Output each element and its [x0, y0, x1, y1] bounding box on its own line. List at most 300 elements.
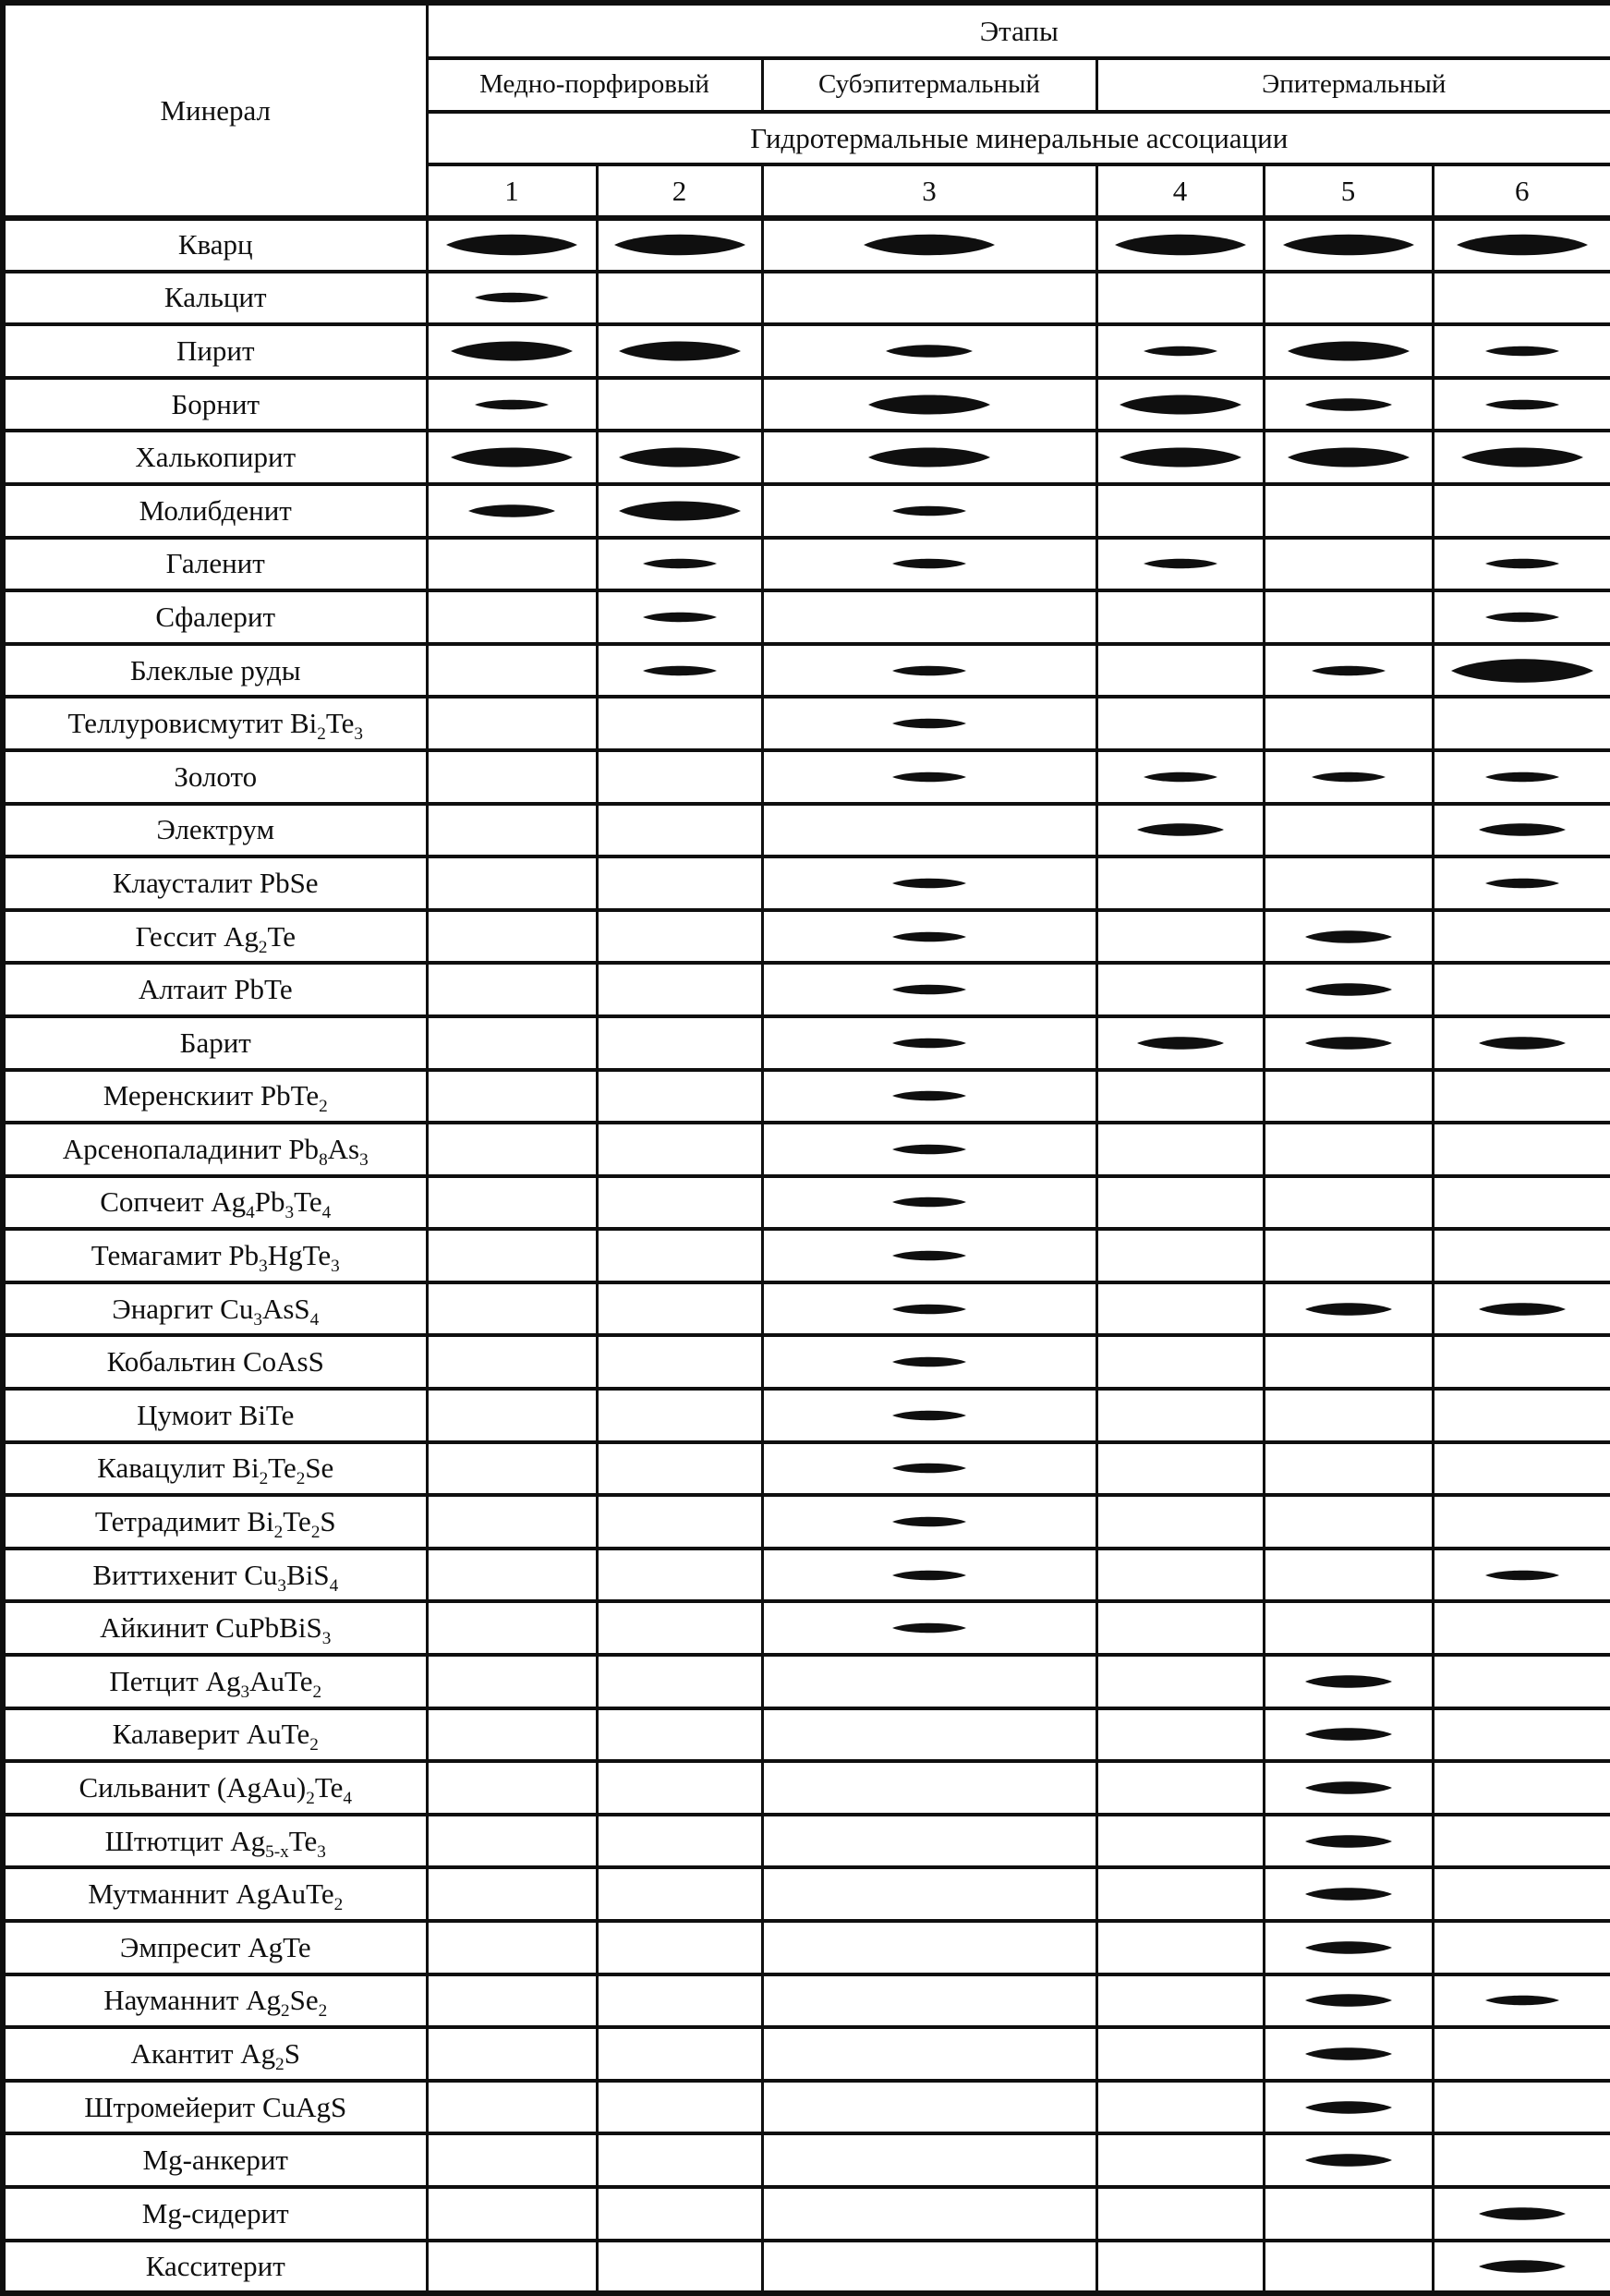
association-cell	[1433, 1389, 1610, 1442]
mineral-name: Штромейерит CuAgS	[3, 2081, 427, 2134]
abundance-lens-icon	[892, 1355, 966, 1368]
association-cell	[597, 538, 762, 591]
table-row	[3, 1921, 1610, 1974]
abundance-lens-icon	[892, 930, 966, 943]
association-cell	[1096, 856, 1264, 910]
formula-subscript: 2	[259, 1469, 269, 1489]
association-cell	[427, 218, 597, 272]
association-cell	[1264, 697, 1433, 750]
association-cell	[597, 431, 762, 484]
table-row	[3, 1655, 1610, 1708]
formula-subscript: 2	[310, 1523, 321, 1543]
abundance-lens-icon	[1485, 1994, 1559, 2007]
association-cell	[762, 218, 1096, 272]
formula-subscript: 3	[240, 1683, 250, 1703]
association-cell	[1433, 1176, 1610, 1230]
mineral-name: Пирит	[3, 324, 427, 378]
association-cell	[1264, 484, 1433, 538]
table-row	[3, 378, 1610, 431]
abundance-lens-icon	[643, 664, 717, 677]
association-cell	[1096, 1974, 1264, 2028]
abundance-lens-icon	[475, 398, 549, 411]
table-row	[3, 856, 1610, 910]
table-row	[3, 1176, 1610, 1230]
association-cell	[597, 1123, 762, 1176]
association-cell	[762, 1815, 1096, 1868]
abundance-lens-icon	[619, 338, 741, 364]
formula-subscript: 2	[319, 1097, 328, 1117]
abundance-lens-icon	[1305, 1673, 1392, 1690]
association-cell	[597, 1016, 762, 1070]
abundance-lens-icon	[1485, 877, 1559, 890]
association-cell	[1096, 1867, 1264, 1921]
association-cell	[597, 2241, 762, 2294]
abundance-lens-icon	[892, 1515, 966, 1528]
abundance-lens-icon	[1305, 1035, 1392, 1051]
association-cell	[762, 697, 1096, 750]
association-cell	[1433, 1815, 1610, 1868]
abundance-lens-icon	[1312, 771, 1386, 784]
association-cell	[762, 2133, 1096, 2187]
abundance-lens-icon	[451, 444, 573, 470]
formula-subscript: 2	[312, 1683, 322, 1703]
association-number-1: 1	[427, 164, 597, 218]
association-cell	[1096, 1655, 1264, 1708]
association-cell	[1096, 804, 1264, 857]
abundance-lens-icon	[892, 877, 966, 890]
association-cell	[1264, 1921, 1433, 1974]
formula-subscript: 3	[321, 1629, 332, 1649]
formula-subscript: 4	[329, 1575, 339, 1596]
association-cell	[1433, 1070, 1610, 1124]
table-row	[3, 1815, 1610, 1868]
association-cell	[1096, 2241, 1264, 2294]
abundance-lens-icon	[1115, 231, 1246, 259]
association-cell	[762, 378, 1096, 431]
abundance-lens-icon	[1305, 1780, 1392, 1796]
formula-subscript: 3	[317, 1841, 326, 1862]
association-cell	[762, 1389, 1096, 1442]
abundance-lens-icon	[1485, 345, 1559, 358]
association-cell	[597, 1176, 762, 1230]
association-cell	[1433, 1229, 1610, 1282]
mineral-name: Халькопирит	[3, 431, 427, 484]
mineral-name: Галенит	[3, 538, 427, 591]
association-cell	[762, 856, 1096, 910]
association-cell	[427, 1761, 597, 1815]
association-cell	[1264, 218, 1433, 272]
table-row	[3, 484, 1610, 538]
association-cell	[1433, 1921, 1610, 1974]
association-cell	[597, 697, 762, 750]
mineral-name: Гессит $Ag_2Te$	[3, 910, 427, 964]
association-cell	[1264, 1282, 1433, 1336]
association-cell	[597, 1655, 762, 1708]
association-cell	[1433, 431, 1610, 484]
association-cell	[597, 218, 762, 272]
association-cell	[1096, 1335, 1264, 1389]
association-number-2: 2	[597, 164, 762, 218]
association-cell	[427, 910, 597, 964]
association-cell	[762, 1123, 1096, 1176]
table-row	[3, 750, 1610, 804]
association-cell	[1264, 1655, 1433, 1708]
abundance-lens-icon	[892, 771, 966, 784]
association-cell	[597, 856, 762, 910]
mineral-name: Айкинит CuPbBiS$_3$	[3, 1601, 427, 1655]
abundance-lens-icon	[643, 611, 717, 624]
association-cell	[1433, 1442, 1610, 1496]
mineral-name: Кавацулит $Bi_2Te_2Se$	[3, 1442, 427, 1496]
formula-subscript: 3	[331, 1257, 340, 1277]
abundance-lens-icon	[886, 343, 973, 359]
association-cell	[1433, 1335, 1610, 1389]
association-cell	[762, 484, 1096, 538]
abundance-lens-icon	[475, 291, 549, 304]
association-cell	[1096, 1229, 1264, 1282]
association-cell	[597, 1815, 762, 1868]
association-cell	[427, 697, 597, 750]
association-cell	[762, 1442, 1096, 1496]
table-row	[3, 910, 1610, 964]
association-cell	[1096, 697, 1264, 750]
mineral-name: Энаргит $Cu_3AsS_4$	[3, 1282, 427, 1336]
association-cell	[427, 1921, 597, 1974]
table-row	[3, 590, 1610, 644]
mineral-name: Кальцит	[3, 272, 427, 325]
association-number-6: 6	[1433, 164, 1610, 218]
table-row	[3, 1442, 1610, 1496]
association-cell	[1433, 538, 1610, 591]
table-row	[3, 272, 1610, 325]
abundance-lens-icon	[619, 444, 741, 470]
association-cell	[427, 1655, 597, 1708]
abundance-lens-icon	[1137, 1035, 1224, 1051]
association-cell	[597, 1761, 762, 1815]
association-cell	[1433, 2241, 1610, 2294]
association-cell	[427, 1229, 597, 1282]
association-cell	[1433, 1655, 1610, 1708]
association-cell	[597, 1070, 762, 1124]
table-row	[3, 324, 1610, 378]
table-row	[3, 1070, 1610, 1124]
association-cell	[1433, 2027, 1610, 2081]
association-cell	[427, 1867, 597, 1921]
mineral-name: Виттихенит $Cu_3BiS_4$	[3, 1549, 427, 1602]
table-row	[3, 1549, 1610, 1602]
association-cell	[1433, 1761, 1610, 1815]
association-cell	[1096, 218, 1264, 272]
abundance-lens-icon	[1120, 444, 1241, 470]
table-body	[3, 218, 1610, 2293]
association-cell	[427, 2241, 597, 2294]
table-row	[3, 1708, 1610, 1762]
association-cell	[762, 1761, 1096, 1815]
association-cell	[427, 1335, 597, 1389]
table-row	[3, 1016, 1610, 1070]
association-cell	[427, 590, 597, 644]
abundance-lens-icon	[892, 1409, 966, 1422]
table-row	[3, 2133, 1610, 2187]
table-header	[3, 3, 1610, 218]
abundance-lens-icon	[1485, 557, 1559, 570]
association-cell	[1264, 1123, 1433, 1176]
association-number-4: 4	[1096, 164, 1264, 218]
association-cell	[427, 1974, 597, 2028]
association-cell	[1264, 1761, 1433, 1815]
association-cell	[1096, 272, 1264, 325]
association-cell	[427, 484, 597, 538]
association-cell	[762, 644, 1096, 698]
abundance-lens-icon	[1120, 392, 1241, 418]
formula-subscript: 3	[259, 1257, 268, 1277]
association-cell	[1433, 1123, 1610, 1176]
abundance-lens-icon	[1457, 231, 1588, 259]
association-cell	[1096, 1495, 1264, 1549]
association-cell	[1264, 1549, 1433, 1602]
abundance-lens-icon	[1305, 1301, 1392, 1318]
association-cell	[427, 378, 597, 431]
association-cell	[1264, 2133, 1433, 2187]
association-cell	[597, 1229, 762, 1282]
association-cell	[1264, 2187, 1433, 2241]
abundance-lens-icon	[1305, 1726, 1392, 1743]
abundance-lens-icon	[1305, 2152, 1392, 2168]
abundance-lens-icon	[1305, 2046, 1392, 2062]
association-cell	[762, 324, 1096, 378]
association-cell	[1264, 431, 1433, 484]
abundance-lens-icon	[1305, 929, 1392, 945]
association-cell	[1264, 1974, 1433, 2028]
formula-subscript: 3	[354, 724, 364, 745]
association-cell	[427, 963, 597, 1016]
association-cell	[1433, 1974, 1610, 2028]
abundance-lens-icon	[892, 1089, 966, 1102]
abundance-lens-icon	[1312, 664, 1386, 677]
abundance-lens-icon	[1479, 821, 1566, 838]
mineral-name: Золото	[3, 750, 427, 804]
association-cell	[427, 431, 597, 484]
abundance-lens-icon	[1485, 611, 1559, 624]
association-cell	[762, 804, 1096, 857]
association-cell	[1096, 590, 1264, 644]
association-cell	[1096, 910, 1264, 964]
association-cell	[1433, 1708, 1610, 1762]
mineral-name: Калаверит AuTe$_2$	[3, 1708, 427, 1762]
association-cell	[1096, 324, 1264, 378]
association-number-5: 5	[1264, 164, 1433, 218]
formula-subscript: 2	[333, 1895, 344, 1915]
formula-subscript: 2	[273, 1523, 284, 1543]
association-cell	[427, 2133, 597, 2187]
abundance-lens-icon	[1305, 981, 1392, 998]
formula-subscript: 2	[306, 1789, 315, 1809]
association-cell	[762, 1974, 1096, 2028]
association-cell	[762, 963, 1096, 1016]
association-cell	[762, 1176, 1096, 1230]
table-row	[3, 2241, 1610, 2294]
association-cell	[597, 644, 762, 698]
table-row	[3, 1335, 1610, 1389]
association-cell	[1433, 1549, 1610, 1602]
association-cell	[1264, 1495, 1433, 1549]
association-cell	[597, 590, 762, 644]
abundance-lens-icon	[1305, 1939, 1392, 1956]
association-cell	[597, 2133, 762, 2187]
association-cell	[762, 910, 1096, 964]
abundance-lens-icon	[1479, 2258, 1566, 2275]
association-cell	[1096, 1442, 1264, 1496]
formula-subscript: 4	[321, 1203, 332, 1223]
abundance-lens-icon	[1283, 231, 1414, 259]
mineral-name: Блеклые руды	[3, 644, 427, 698]
association-cell	[1096, 484, 1264, 538]
table-row	[3, 2027, 1610, 2081]
association-cell	[762, 1708, 1096, 1762]
abundance-lens-icon	[892, 1569, 966, 1582]
association-cell	[1264, 2027, 1433, 2081]
association-cell	[1096, 1549, 1264, 1602]
association-cell	[427, 1815, 597, 1868]
table-row	[3, 1601, 1610, 1655]
association-cell	[427, 804, 597, 857]
formula-subscript: 2	[275, 2055, 284, 2075]
association-cell	[1264, 1601, 1433, 1655]
table-row	[3, 538, 1610, 591]
abundance-lens-icon	[1461, 444, 1583, 470]
association-cell	[597, 272, 762, 325]
association-cell	[1433, 2187, 1610, 2241]
association-cell	[1264, 1442, 1433, 1496]
association-cell	[427, 856, 597, 910]
mineral-name: Mg-анкерит	[3, 2133, 427, 2187]
mineral-name: Науманнит $Ag_2Se_2$	[3, 1974, 427, 2028]
mineral-name: Штютцит $Ag_{5-x}Te_3$	[3, 1815, 427, 1868]
table-row	[3, 1389, 1610, 1442]
table-row	[3, 963, 1610, 1016]
association-cell	[762, 538, 1096, 591]
association-cell	[1264, 1335, 1433, 1389]
abundance-lens-icon	[446, 231, 577, 259]
association-cell	[597, 750, 762, 804]
formula-subscript: 3	[253, 1309, 262, 1330]
formula-subscript: 2	[318, 2001, 328, 2022]
mineral-name: Акантит $Ag_2S$	[3, 2027, 427, 2081]
mineral-name: Алтаит PbTe	[3, 963, 427, 1016]
mineral-name: Теллуровисмутит $Bi_2Te_3$	[3, 697, 427, 750]
association-cell	[1433, 1282, 1610, 1336]
association-cell	[1264, 1070, 1433, 1124]
association-cell	[1433, 1601, 1610, 1655]
formula-subscript: 4	[343, 1789, 352, 1809]
mineral-name: Эмпресит AgTe	[3, 1921, 427, 1974]
table-row	[3, 431, 1610, 484]
association-cell	[1433, 963, 1610, 1016]
table-row	[3, 644, 1610, 698]
association-cell	[1264, 1016, 1433, 1070]
association-cell	[1096, 378, 1264, 431]
association-cell	[1096, 2133, 1264, 2187]
table-row	[3, 1974, 1610, 2028]
stage-group-epithermal: Эпитермальный	[1096, 58, 1610, 112]
association-cell	[597, 804, 762, 857]
association-cell	[762, 750, 1096, 804]
abundance-lens-icon	[1144, 345, 1217, 358]
association-cell	[597, 1442, 762, 1496]
formula-subscript: 3	[359, 1150, 369, 1171]
formula-subscript: 2	[281, 2001, 290, 2022]
association-cell	[427, 324, 597, 378]
mineral-name: Сопчеит $Ag_4Pb_3Te_4$	[3, 1176, 427, 1230]
association-cell	[597, 484, 762, 538]
table-row	[3, 1761, 1610, 1815]
formula-subscript: 3	[284, 1203, 295, 1223]
abundance-lens-icon	[868, 444, 990, 470]
mineral-name: Арсенопаладинит $Pb_8As_3$	[3, 1123, 427, 1176]
mineral-name: Касситерит	[3, 2241, 427, 2294]
formula-subscript: 8	[319, 1150, 328, 1171]
association-cell	[597, 1708, 762, 1762]
association-cell	[1264, 1176, 1433, 1230]
abundance-lens-icon	[619, 498, 741, 524]
abundance-lens-icon	[1137, 821, 1224, 838]
association-cell	[597, 2081, 762, 2134]
association-number-3: 3	[762, 164, 1096, 218]
association-cell	[1096, 1761, 1264, 1815]
association-cell	[427, 1389, 597, 1442]
association-cell	[597, 910, 762, 964]
abundance-lens-icon	[1144, 557, 1217, 570]
association-cell	[597, 1921, 762, 1974]
association-cell	[427, 1495, 597, 1549]
association-cell	[597, 2187, 762, 2241]
table-row	[3, 697, 1610, 750]
association-cell	[427, 1176, 597, 1230]
abundance-lens-icon	[1479, 1035, 1566, 1051]
abundance-lens-icon	[1305, 2099, 1392, 2116]
association-cell	[762, 2187, 1096, 2241]
association-cell	[1433, 1867, 1610, 1921]
association-cell	[427, 2081, 597, 2134]
association-cell	[597, 1974, 762, 2028]
association-cell	[597, 963, 762, 1016]
association-cell	[762, 1335, 1096, 1389]
abundance-lens-icon	[892, 1622, 966, 1634]
association-cell	[1264, 2241, 1433, 2294]
association-cell	[1096, 1601, 1264, 1655]
mineral-name: Петцит $Ag_3AuTe_2$	[3, 1655, 427, 1708]
abundance-lens-icon	[1305, 1886, 1392, 1902]
abundance-lens-icon	[1288, 444, 1410, 470]
abundance-lens-icon	[892, 1462, 966, 1475]
stage-group-subepithermal: Субэпитермальный	[762, 58, 1096, 112]
association-cell	[1264, 856, 1433, 910]
association-cell	[427, 750, 597, 804]
abundance-lens-icon	[892, 557, 966, 570]
formula-subscript: 2	[258, 937, 268, 957]
mineral-name: Мутманнит AgAuTe$_2$	[3, 1867, 427, 1921]
association-cell	[762, 1549, 1096, 1602]
abundance-lens-icon	[892, 1037, 966, 1050]
table-row	[3, 1123, 1610, 1176]
association-cell	[1433, 856, 1610, 910]
abundance-lens-icon	[614, 231, 745, 259]
association-cell	[1433, 324, 1610, 378]
association-cell	[1096, 1070, 1264, 1124]
abundance-lens-icon	[1485, 771, 1559, 784]
association-cell	[427, 1442, 597, 1496]
association-cell	[597, 324, 762, 378]
